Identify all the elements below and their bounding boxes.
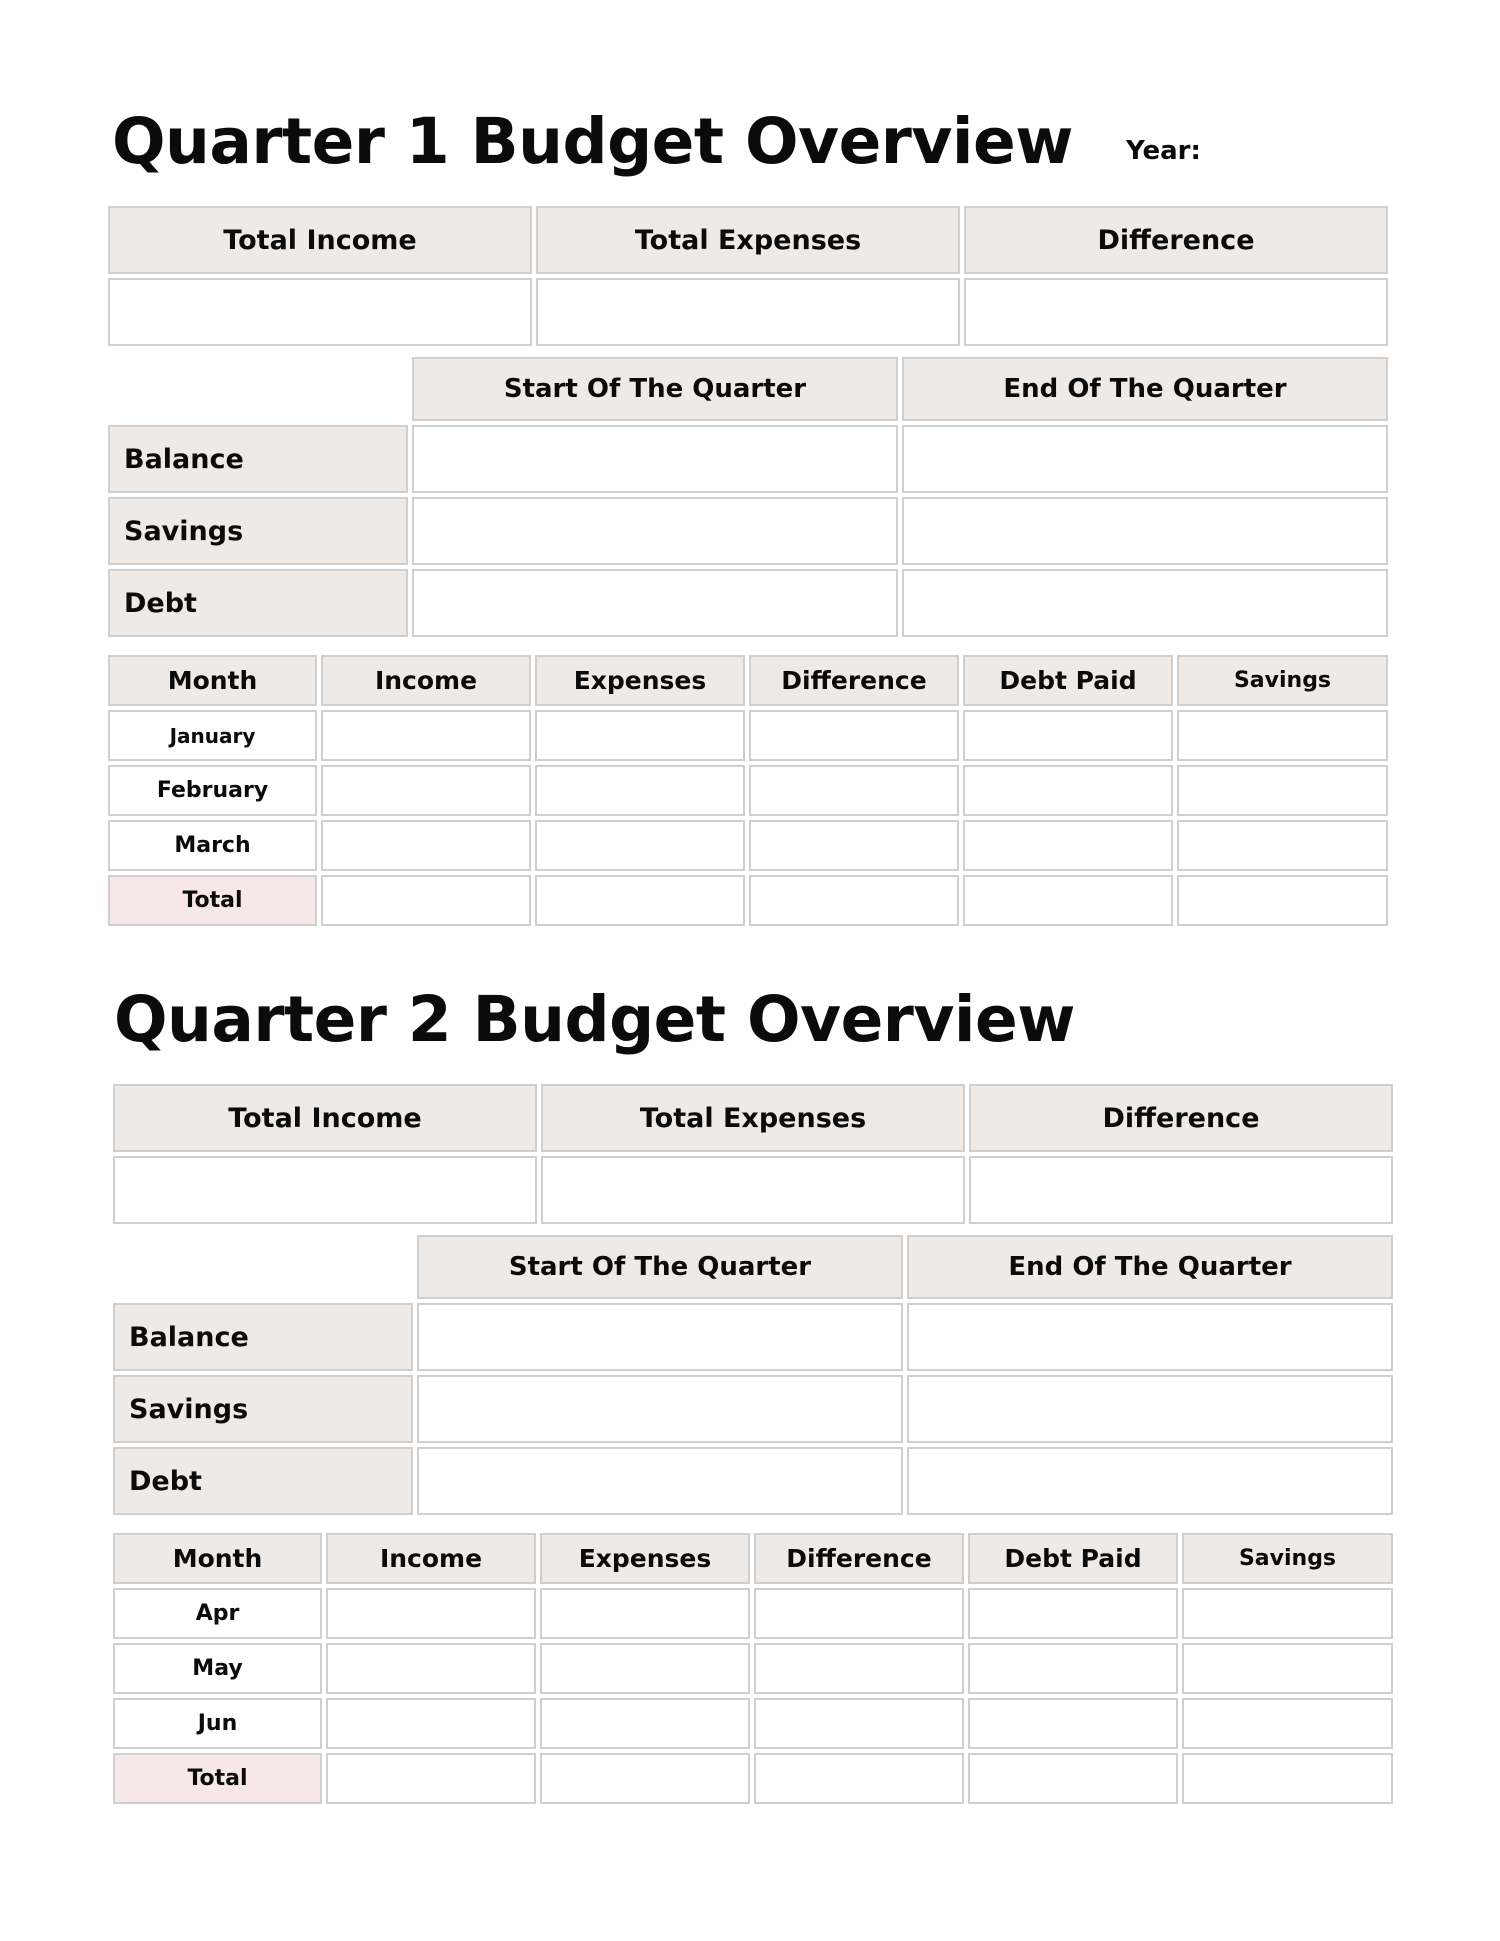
difference-field[interactable] bbox=[749, 820, 959, 871]
savings-end-field[interactable] bbox=[907, 1375, 1393, 1443]
balance-end-field[interactable] bbox=[902, 425, 1388, 493]
debt-start-field[interactable] bbox=[417, 1447, 903, 1515]
savings-field[interactable] bbox=[1182, 1643, 1393, 1694]
monthly-header-month: Month bbox=[113, 1533, 322, 1584]
month-label: Jun bbox=[113, 1698, 322, 1749]
difference-field[interactable] bbox=[754, 1588, 964, 1639]
summary-header-total-income: Total Income bbox=[113, 1084, 537, 1152]
account-label-balance: Balance bbox=[113, 1303, 413, 1371]
difference-total-field[interactable] bbox=[754, 1753, 964, 1804]
expenses-field[interactable] bbox=[535, 765, 745, 816]
monthly-header-savings: Savings bbox=[1182, 1533, 1393, 1584]
month-label: Apr bbox=[113, 1588, 322, 1639]
summary-value-total-income[interactable] bbox=[108, 278, 532, 346]
debt-end-field[interactable] bbox=[907, 1447, 1393, 1515]
period-header-end: End Of The Quarter bbox=[902, 357, 1388, 421]
debt-start-field[interactable] bbox=[412, 569, 898, 637]
income-total-field[interactable] bbox=[321, 875, 531, 926]
income-field[interactable] bbox=[321, 765, 531, 816]
savings-field[interactable] bbox=[1182, 1698, 1393, 1749]
difference-field[interactable] bbox=[754, 1643, 964, 1694]
expenses-field[interactable] bbox=[540, 1698, 750, 1749]
savings-start-field[interactable] bbox=[412, 497, 898, 565]
monthly-header-expenses: Expenses bbox=[535, 655, 745, 706]
income-field[interactable] bbox=[326, 1588, 536, 1639]
monthly-header-debt-paid: Debt Paid bbox=[968, 1533, 1178, 1584]
difference-field[interactable] bbox=[749, 710, 959, 761]
balance-end-field[interactable] bbox=[907, 1303, 1393, 1371]
summary-value-difference[interactable] bbox=[969, 1156, 1393, 1224]
debt-paid-field[interactable] bbox=[963, 710, 1173, 761]
debt-paid-field[interactable] bbox=[963, 820, 1173, 871]
summary-header-total-expenses: Total Expenses bbox=[541, 1084, 965, 1152]
debt-paid-total-field[interactable] bbox=[963, 875, 1173, 926]
month-label: February bbox=[108, 765, 317, 816]
debt-paid-total-field[interactable] bbox=[968, 1753, 1178, 1804]
summary-value-total-expenses[interactable] bbox=[536, 278, 960, 346]
debt-paid-field[interactable] bbox=[968, 1588, 1178, 1639]
expenses-total-field[interactable] bbox=[535, 875, 745, 926]
debt-paid-field[interactable] bbox=[968, 1698, 1178, 1749]
debt-paid-field[interactable] bbox=[968, 1643, 1178, 1694]
summary-header-total-expenses: Total Expenses bbox=[536, 206, 960, 274]
page-title: Quarter 1 Budget Overview bbox=[112, 105, 1073, 178]
income-field[interactable] bbox=[326, 1698, 536, 1749]
account-label-balance: Balance bbox=[108, 425, 408, 493]
summary-header-total-income: Total Income bbox=[108, 206, 532, 274]
period-header-start: Start Of The Quarter bbox=[412, 357, 898, 421]
account-label-savings: Savings bbox=[113, 1375, 413, 1443]
income-field[interactable] bbox=[321, 710, 531, 761]
expenses-field[interactable] bbox=[540, 1643, 750, 1694]
savings-field[interactable] bbox=[1177, 710, 1388, 761]
income-field[interactable] bbox=[321, 820, 531, 871]
monthly-header-month: Month bbox=[108, 655, 317, 706]
monthly-header-income: Income bbox=[326, 1533, 536, 1584]
monthly-header-difference: Difference bbox=[754, 1533, 964, 1584]
difference-field[interactable] bbox=[749, 765, 959, 816]
difference-total-field[interactable] bbox=[749, 875, 959, 926]
month-label: March bbox=[108, 820, 317, 871]
summary-value-total-expenses[interactable] bbox=[541, 1156, 965, 1224]
monthly-header-difference: Difference bbox=[749, 655, 959, 706]
income-field[interactable] bbox=[326, 1643, 536, 1694]
monthly-header-debt-paid: Debt Paid bbox=[963, 655, 1173, 706]
summary-value-total-income[interactable] bbox=[113, 1156, 537, 1224]
period-header-end: End Of The Quarter bbox=[907, 1235, 1393, 1299]
balance-start-field[interactable] bbox=[417, 1303, 903, 1371]
expenses-field[interactable] bbox=[535, 820, 745, 871]
savings-field[interactable] bbox=[1182, 1588, 1393, 1639]
savings-field[interactable] bbox=[1177, 820, 1388, 871]
expenses-field[interactable] bbox=[535, 710, 745, 761]
savings-total-field[interactable] bbox=[1177, 875, 1388, 926]
monthly-header-expenses: Expenses bbox=[540, 1533, 750, 1584]
total-label: Total bbox=[108, 875, 317, 926]
period-header-start: Start Of The Quarter bbox=[417, 1235, 903, 1299]
expenses-total-field[interactable] bbox=[540, 1753, 750, 1804]
difference-field[interactable] bbox=[754, 1698, 964, 1749]
year-label: Year: bbox=[1126, 136, 1201, 166]
monthly-header-savings: Savings bbox=[1177, 655, 1388, 706]
expenses-field[interactable] bbox=[540, 1588, 750, 1639]
monthly-header-income: Income bbox=[321, 655, 531, 706]
account-label-debt: Debt bbox=[113, 1447, 413, 1515]
income-total-field[interactable] bbox=[326, 1753, 536, 1804]
summary-value-difference[interactable] bbox=[964, 278, 1388, 346]
summary-header-difference: Difference bbox=[969, 1084, 1393, 1152]
savings-field[interactable] bbox=[1177, 765, 1388, 816]
total-label: Total bbox=[113, 1753, 322, 1804]
page-title: Quarter 2 Budget Overview bbox=[114, 983, 1075, 1056]
debt-paid-field[interactable] bbox=[963, 765, 1173, 816]
debt-end-field[interactable] bbox=[902, 569, 1388, 637]
account-label-debt: Debt bbox=[108, 569, 408, 637]
summary-header-difference: Difference bbox=[964, 206, 1388, 274]
savings-end-field[interactable] bbox=[902, 497, 1388, 565]
savings-start-field[interactable] bbox=[417, 1375, 903, 1443]
account-label-savings: Savings bbox=[108, 497, 408, 565]
month-label: May bbox=[113, 1643, 322, 1694]
savings-total-field[interactable] bbox=[1182, 1753, 1393, 1804]
month-label: January bbox=[108, 710, 317, 761]
balance-start-field[interactable] bbox=[412, 425, 898, 493]
